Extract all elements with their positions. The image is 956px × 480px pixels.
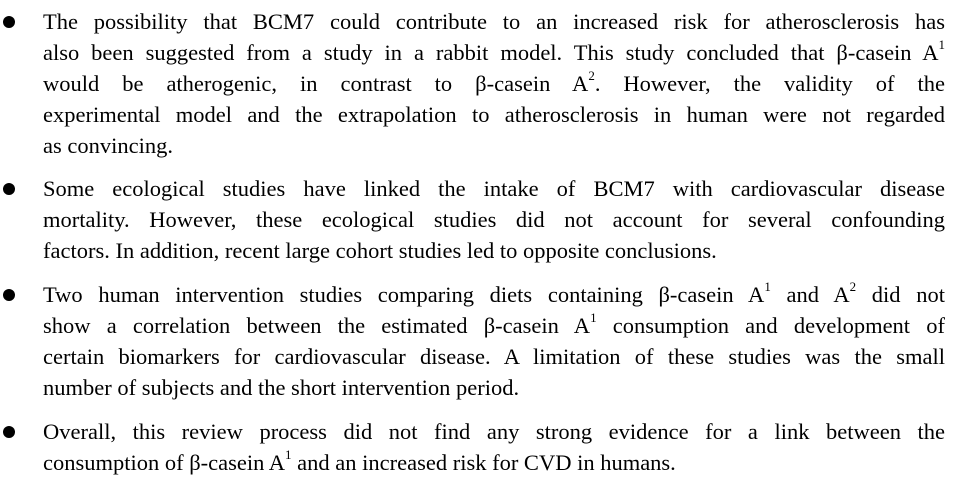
bullet-marker <box>3 183 15 195</box>
text-line: certain biomarkers for cardiovascular disease. A limitation of these studies was the small <box>43 344 945 369</box>
text-line: consumption of β-casein $A^1$ and an increased risk for CVD in humans. <box>43 446 676 475</box>
text-line: Overall, this review process did not find any strong evidence for a link between the <box>43 419 945 444</box>
text-line: mortality. However, these ecological studies did not account for several confounding <box>43 207 945 232</box>
bullet-marker <box>3 16 15 28</box>
text-line: Some ecological studies have linked the intake of BCM7 with cardiovascular disease <box>43 176 945 201</box>
text-line: show a correlation between the estimated β-casein $A^1$ consumption and development of <box>43 309 945 338</box>
text-line: would be atherogenic, in contrast to β-casein $A^2$. However, the validity of the <box>43 67 945 96</box>
text-line: factors. In addition, recent large cohort studies led to opposite conclusions. <box>43 238 717 263</box>
bullet-marker <box>3 289 15 301</box>
text-line: The possibility that BCM7 could contribute to an increased risk for atherosclerosis has <box>43 9 945 34</box>
text-line: number of subjects and the short intervention period. <box>43 375 520 400</box>
text-line: experimental model and the extrapolation to atherosclerosis in human were not regarded <box>43 102 945 127</box>
bullet-marker <box>3 426 15 438</box>
text-line: as convincing. <box>43 133 173 158</box>
text-line: also been suggested from a study in a rabbit model. This study concluded that β-casein $A^1$ <box>43 36 945 65</box>
text-line: Two human intervention studies comparing diets containing β-casein $A^1$ and $A^2$ did not <box>43 278 945 307</box>
